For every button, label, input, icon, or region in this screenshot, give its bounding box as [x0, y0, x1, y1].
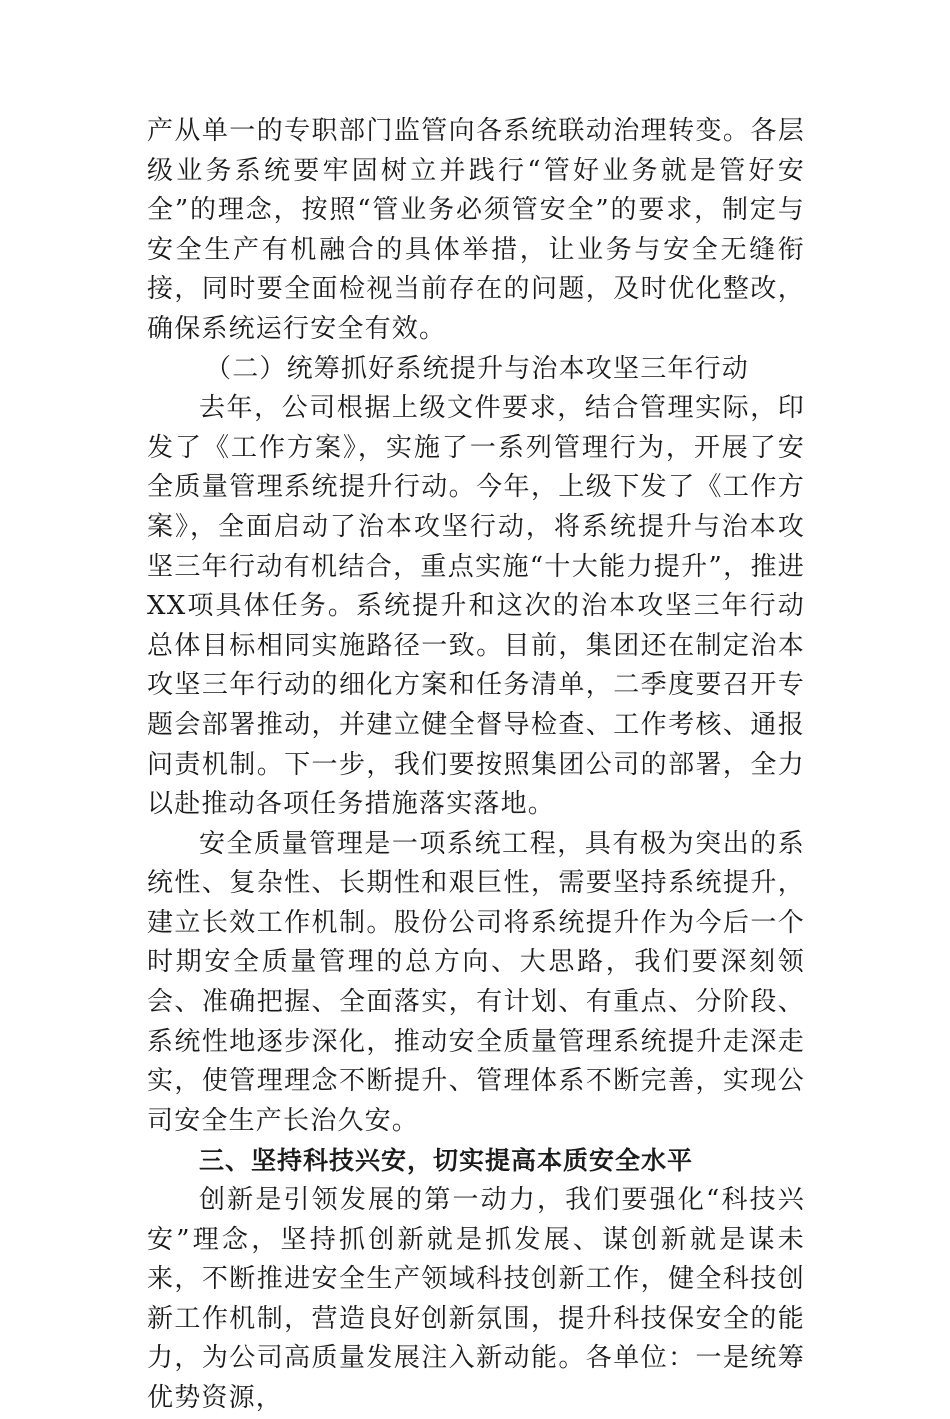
- body-paragraph: 创新是引领发展的第一动力，我们要强化“科技兴安”理念，坚持抓创新就是抓发展、谋创新就是谋未来，不断推进安全生产领域科技创新工作，健全科技创新工作机制，营造良好创新氛围，提升科技保安全的能力，为公司高质量发展注入新动能。各单位：一是统筹优势资源，: [147, 1185, 805, 1413]
- body-paragraph-continued: 产从单一的专职部门监管向各系统联动治理转变。各层级业务系统要牢固树立并践行“管好业务就是管好安全”的理念，按照“管业务必须管安全”的要求，制定与安全生产有机融合的具体举措，让业务与安全无缝衔接，同时要全面检视当前存在的问题，及时优化整改，确保系统运行安全有效。: [147, 116, 805, 344]
- document-page: [147, 112, 805, 1419]
- section-heading-1: 三、坚持科技兴安，切实提高本质安全水平: [199, 1146, 694, 1176]
- body-paragraph: 安全质量管理是一项系统工程，具有极为突出的系统性、复杂性、长期性和艰巨性，需要坚持系统提升，建立长效工作机制。股份公司将系统提升作为今后一个时期安全质量管理的总方向、大思路，我们要深刻领会、准确把握、全面落实，有计划、有重点、分阶段、系统性地逐步深化，推动安全质量管理系统提升走深走实，使管理理念不断提升、管理体系不断完善，实现公司安全生产长治久安。: [147, 828, 805, 1136]
- body-paragraph: 去年，公司根据上级文件要求，结合管理实际，印发了《工作方案》，实施了一系列管理行为，开展了安全质量管理系统提升行动。今年，上级下发了《工作方案》，全面启动了治本攻坚行动，将系统提升与治本攻坚三年行动有机结合，重点实施“十大能力提升”，推进XX项具体任务。系统提升和这次的治本攻坚三年行动总体目标相同实施路径一致。目前，集团还在制定治本攻坚三年行动的细化方案和任务清单，二季度要召开专题会部署推动，并建立健全督导检查、工作考核、通报问责机制。下一步，我们要按照集团公司的部署，全力以赴推动各项任务措施落实落地。: [147, 393, 805, 820]
- section-heading-2: （二）统筹抓好系统提升与治本攻坚三年行动: [205, 353, 750, 384]
